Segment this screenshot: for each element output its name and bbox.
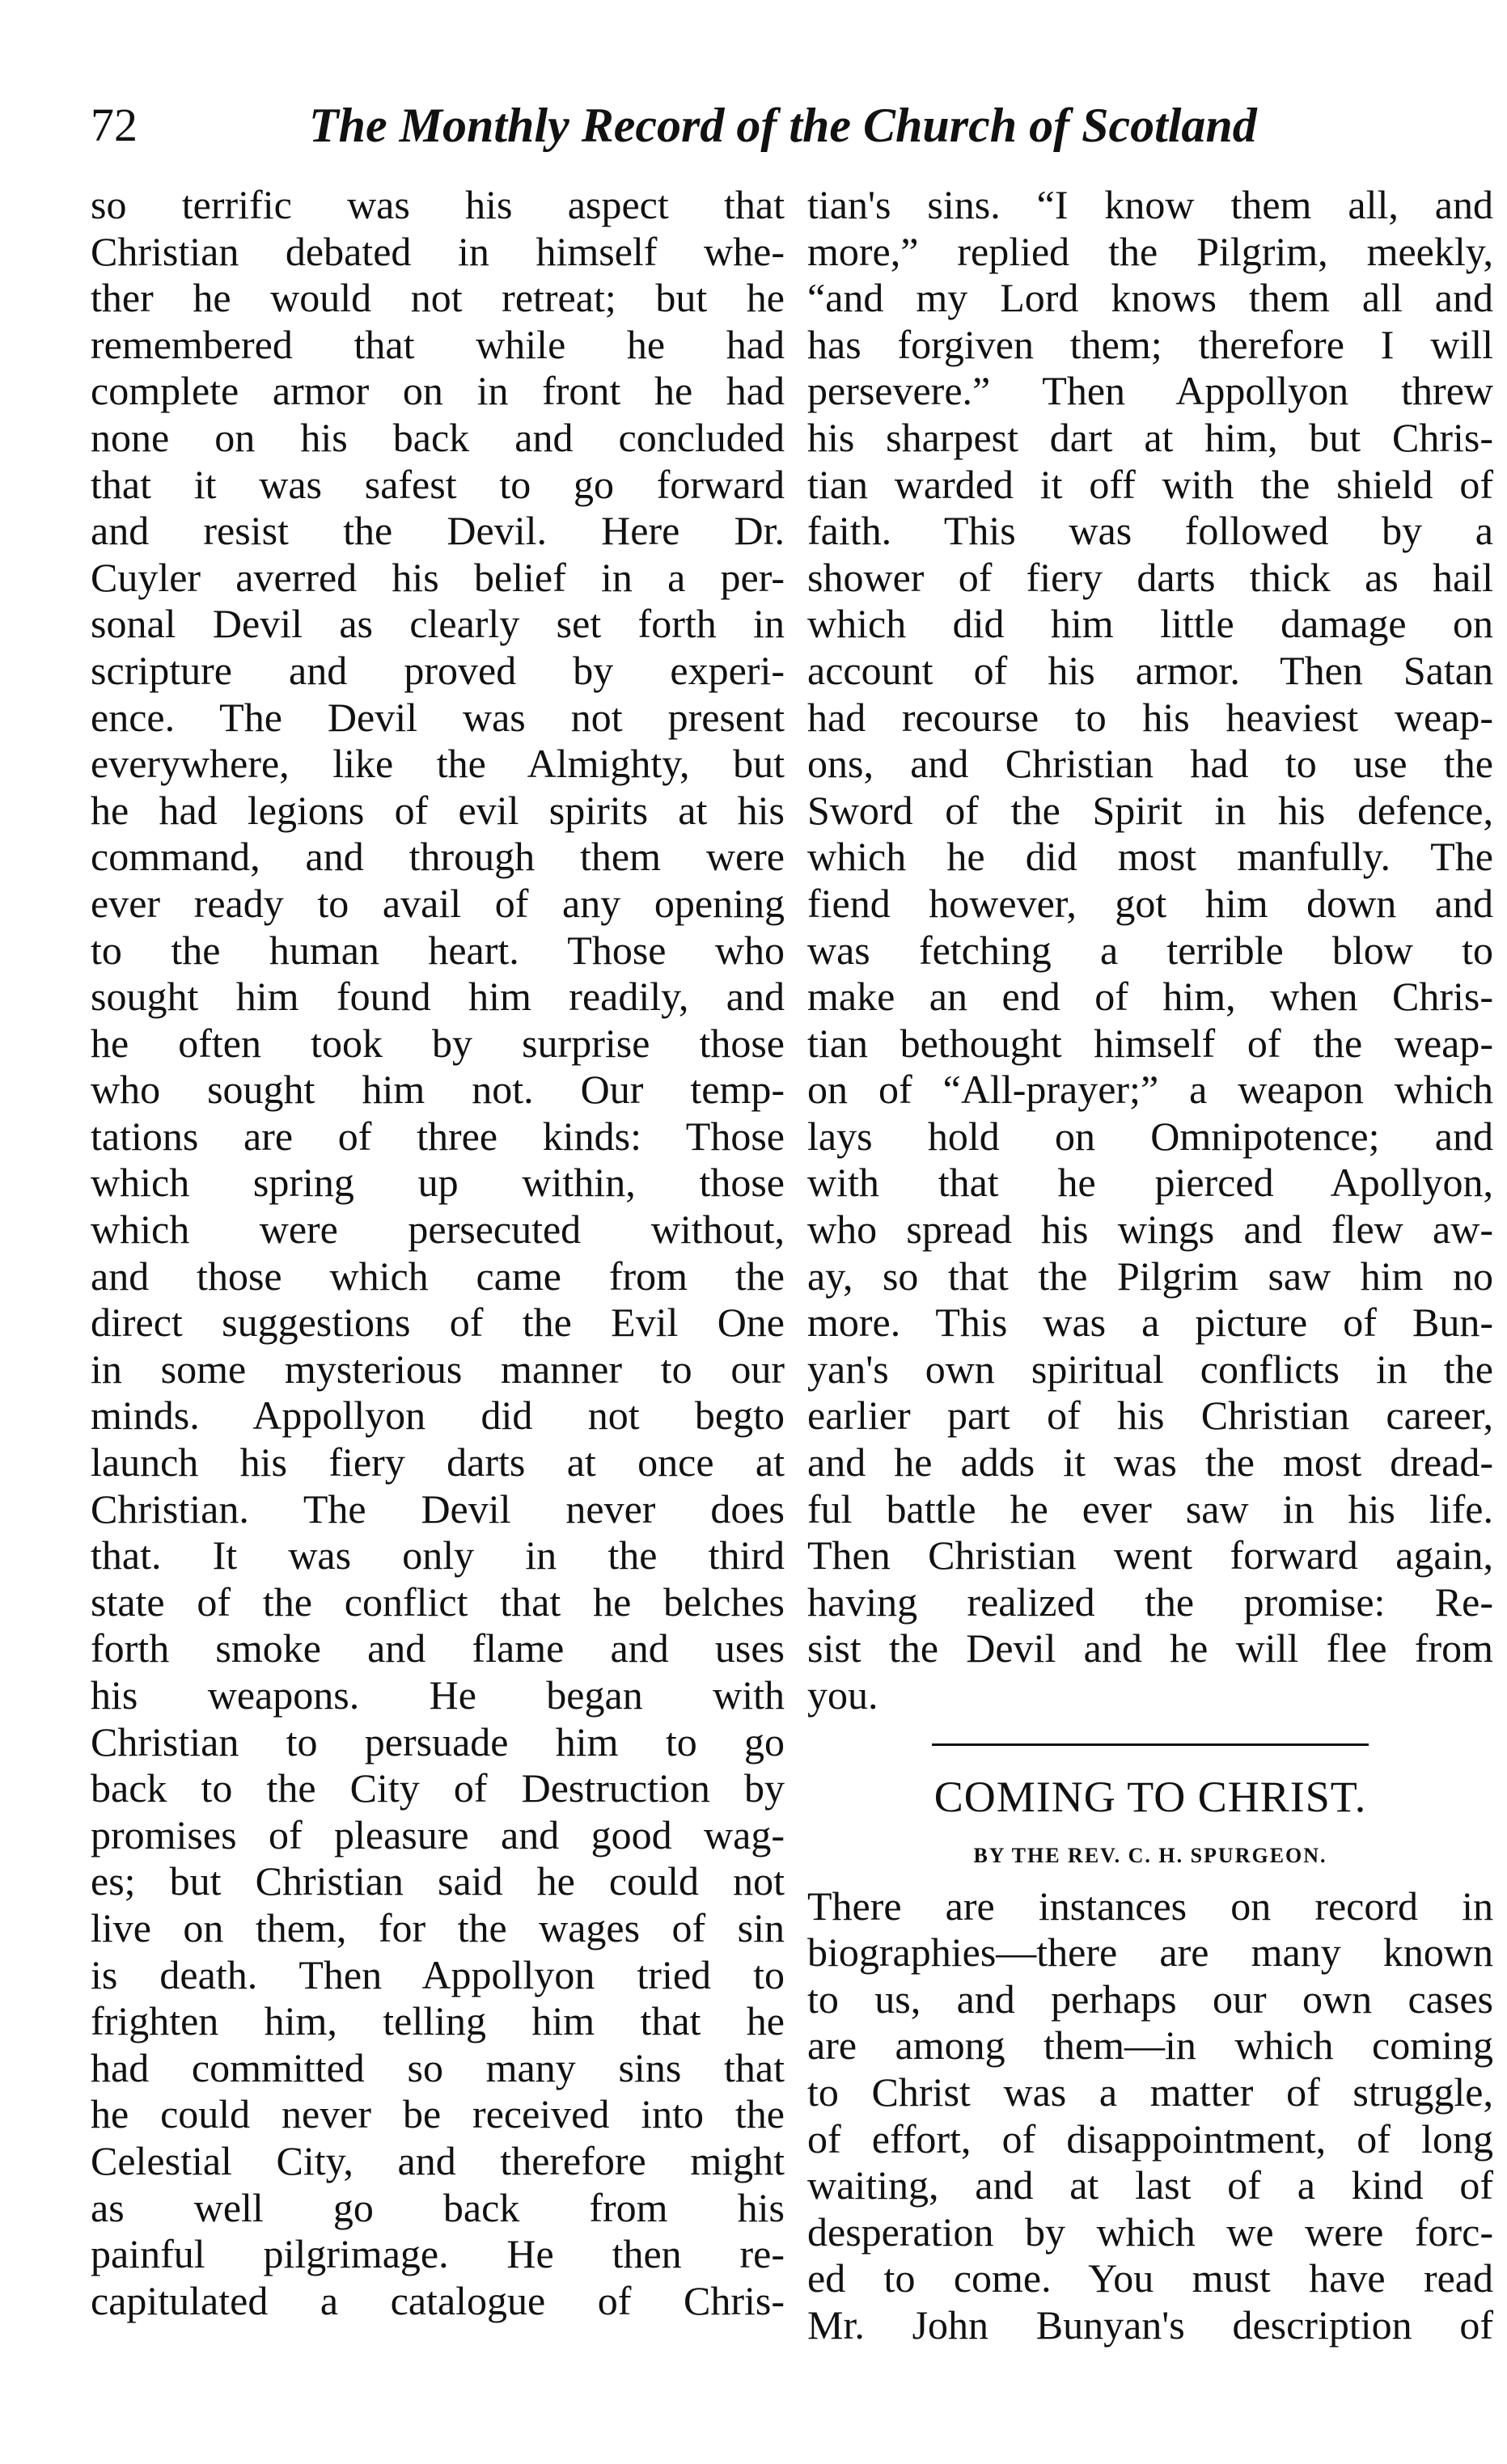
- text-line: ay, so that the Pilgrim saw him no: [807, 1253, 1493, 1299]
- text-line: having realized the promise: Re-: [807, 1579, 1493, 1625]
- text-line: sonal Devil as clearly set forth in: [91, 601, 785, 647]
- text-line: you.: [807, 1672, 878, 1718]
- text-line: promises of pleasure and good wag-: [91, 1811, 785, 1858]
- text-line: direct suggestions of the Evil One: [91, 1300, 785, 1346]
- text-line: launch his fiery darts at once at: [91, 1439, 785, 1486]
- text-line: back to the City of Destruction by: [91, 1765, 785, 1811]
- text-line: live on them, for the wages of sin: [91, 1904, 785, 1950]
- article-heading: COMING TO CHRIST.: [933, 1772, 1367, 1821]
- text-line: more,” replied the Pilgrim, meekly,: [807, 228, 1493, 274]
- text-line: ons, and Christian had to use the: [807, 741, 1493, 787]
- text-line: so terrific was his aspect that: [91, 182, 785, 227]
- journal-title: The Monthly Record of the Church of Scotland: [309, 99, 1257, 152]
- text-line: Celestial City, and therefore might: [91, 2137, 785, 2183]
- text-line: remembered that while he had: [91, 321, 785, 367]
- text-line: Christian. The Devil never does: [91, 1486, 785, 1532]
- text-line: that. It was only in the third: [91, 1532, 785, 1579]
- text-line: lays hold on Omnipotence; and: [807, 1113, 1493, 1159]
- text-line: make an end of him, when Chris-: [807, 974, 1493, 1020]
- text-line: painful pilgrimage. He then re-: [91, 2231, 785, 2277]
- text-line: Cuyler averred his belief in a per-: [91, 554, 785, 600]
- text-line: that it was safest to go forward: [91, 461, 785, 507]
- text-line: earlier part of his Christian career,: [807, 1393, 1493, 1439]
- text-line: was fetching a terrible blow to: [807, 927, 1493, 973]
- text-line: “and my Lord knows them all and: [807, 275, 1493, 321]
- page-number: 72: [91, 99, 138, 151]
- text-line: everywhere, like the Almighty, but: [91, 741, 785, 787]
- text-line: he often took by surprise those: [91, 1020, 785, 1066]
- running-head: [91, 89, 1304, 162]
- text-line: and he adds it was the most dread-: [807, 1439, 1493, 1486]
- text-line: his weapons. He began with: [91, 1672, 785, 1718]
- text-line: had committed so many sins that: [91, 2044, 785, 2090]
- text-line: faith. This was followed by a: [807, 508, 1493, 554]
- text-line: tian bethought himself of the weap-: [807, 1020, 1493, 1066]
- text-line: There are instances on record in: [807, 1883, 1493, 1929]
- text-line: Christian debated in himself whe-: [91, 228, 785, 274]
- text-line: on of “All-prayer;” a weapon which: [807, 1067, 1493, 1113]
- text-line: tian warded it off with the shield of: [807, 461, 1493, 507]
- text-line: frighten him, telling him that he: [91, 1998, 785, 2044]
- text-line: are among them—in which coming: [807, 2022, 1493, 2069]
- text-line: and those which came from the: [91, 1253, 785, 1299]
- text-line: which he did most manfully. The: [807, 834, 1493, 880]
- text-line: biographies—there are many known: [807, 1929, 1493, 1976]
- text-line: none on his back and concluded: [91, 414, 785, 460]
- text-line: as well go back from his: [91, 2184, 785, 2230]
- text-line: minds. Appollyon did not begto: [91, 1393, 785, 1439]
- text-line: who spread his wings and flew aw-: [807, 1207, 1493, 1253]
- text-line: to Christ was a matter of struggle,: [807, 2069, 1493, 2115]
- text-line: ther he would not retreat; but he: [91, 275, 785, 321]
- text-line: which were persecuted without,: [91, 1207, 785, 1253]
- text-line: fiend however, got him down and: [807, 880, 1493, 926]
- text-line: his sharpest dart at him, but Chris-: [807, 414, 1493, 460]
- article-byline: BY THE REV. C. H. SPURGEON.: [973, 1843, 1327, 1867]
- text-line: command, and through them were: [91, 834, 785, 880]
- text-line: sist the Devil and he will flee from: [807, 1625, 1493, 1672]
- text-line: which spring up within, those: [91, 1160, 785, 1206]
- text-line: with that he pierced Apollyon,: [807, 1160, 1493, 1206]
- text-line: which did him little damage on: [807, 601, 1493, 647]
- text-line: ful battle he ever saw in his life.: [807, 1486, 1493, 1532]
- text-line: Then Christian went forward again,: [807, 1532, 1493, 1579]
- text-line: scripture and proved by experi-: [91, 647, 785, 693]
- text-line: ever ready to avail of any opening: [91, 880, 785, 926]
- text-line: yan's own spiritual conflicts in the: [807, 1346, 1493, 1392]
- text-line: Mr. John Bunyan's description of: [807, 2301, 1493, 2348]
- text-line: account of his armor. Then Satan: [807, 647, 1493, 693]
- text-line: complete armor on in front he had: [91, 368, 785, 414]
- text-line: of effort, of disappointment, of long: [807, 2115, 1493, 2162]
- text-line: in some mysterious manner to our: [91, 1346, 785, 1392]
- text-line: es; but Christian said he could not: [91, 1858, 785, 1904]
- text-line: tations are of three kinds: Those: [91, 1113, 785, 1159]
- text-line: has forgiven them; therefore I will: [807, 321, 1493, 367]
- text-line: ence. The Devil was not present: [91, 694, 785, 740]
- text-line: to us, and perhaps our own cases: [807, 1976, 1493, 2022]
- text-line: more. This was a picture of Bun-: [807, 1300, 1493, 1346]
- text-line: state of the conflict that he belches: [91, 1579, 785, 1625]
- text-line: ed to come. You must have read: [807, 2255, 1493, 2301]
- right-column: [807, 182, 1493, 2349]
- text-line: and resist the Devil. Here Dr.: [91, 508, 785, 554]
- text-line: Christian to persuade him to go: [91, 1718, 785, 1765]
- text-line: he could never be received into the: [91, 2091, 785, 2137]
- text-line: forth smoke and flame and uses: [91, 1625, 785, 1672]
- text-line: to the human heart. Those who: [91, 927, 785, 973]
- text-line: waiting, and at last of a kind of: [807, 2162, 1493, 2208]
- text-line: had recourse to his heaviest weap-: [807, 694, 1493, 740]
- text-line: he had legions of evil spirits at his: [91, 787, 785, 833]
- text-line: tian's sins. “I know them all, and: [807, 182, 1493, 227]
- text-line: shower of fiery darts thick as hail: [807, 554, 1493, 600]
- text-line: is death. Then Appollyon tried to: [91, 1951, 785, 1997]
- text-line: sought him found him readily, and: [91, 974, 785, 1020]
- text-line: who sought him not. Our temp-: [91, 1067, 785, 1113]
- left-column: [91, 182, 785, 2324]
- text-line: capitulated a catalogue of Chris-: [91, 2277, 785, 2323]
- text-line: persevere.” Then Appollyon threw: [807, 368, 1493, 414]
- text-line: Sword of the Spirit in his defence,: [807, 787, 1493, 833]
- right-column-text-bottom: [807, 1883, 1493, 2349]
- right-column-text-top: [807, 182, 1493, 1719]
- text-line: desperation by which we were forc-: [807, 2208, 1493, 2255]
- section-divider: [932, 1743, 1369, 1746]
